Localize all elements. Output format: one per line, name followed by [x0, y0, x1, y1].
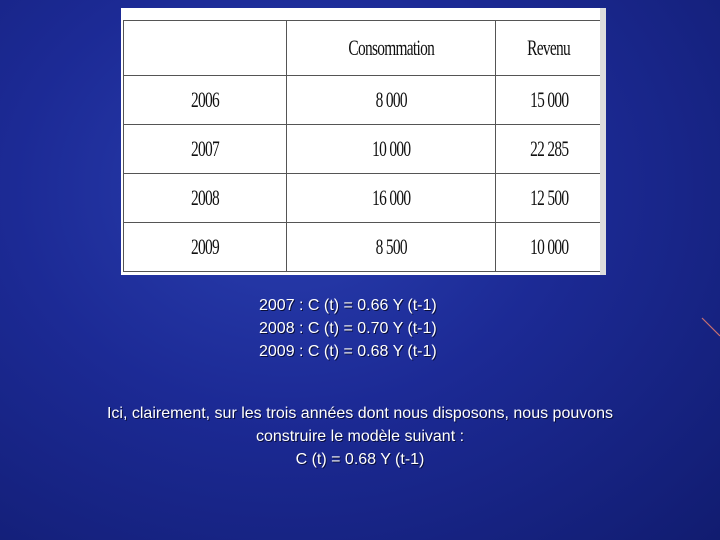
equation-line: 2007 : C (t) = 0.66 Y (t-1) — [259, 297, 437, 314]
table-row — [124, 174, 603, 223]
year-cell: 2006 — [124, 76, 287, 125]
equation-line: 2008 : C (t) = 0.70 Y (t-1) — [259, 320, 437, 337]
year-cell: 2008 — [124, 174, 287, 223]
header-cell-consommation: Consommation — [287, 21, 496, 76]
revenu-cell: 10 000 — [496, 223, 603, 272]
revenu-cell: 12 500 — [496, 174, 603, 223]
revenu-cell: 15 000 — [496, 76, 603, 125]
conclusion-line-2: construire le modèle suivant : — [255, 428, 465, 445]
consommation-cell: 16 000 — [287, 174, 496, 223]
conclusion-line-1: Ici, clairement, sur les trois années dont nous disposons, nous pouvons — [106, 405, 614, 422]
equation-line: 2009 : C (t) = 0.68 Y (t-1) — [259, 343, 437, 360]
header-cell-revenu: Revenu — [496, 21, 603, 76]
year-cell: 2007 — [124, 125, 287, 174]
revenu-cell: 22 285 — [496, 125, 603, 174]
year-cell: 2009 — [124, 223, 287, 272]
conclusion-block — [0, 402, 720, 471]
header-cell-empty — [124, 21, 287, 76]
consommation-cell: 8 000 — [287, 76, 496, 125]
scan-edge — [600, 8, 606, 275]
table-row — [124, 125, 603, 174]
table-header-row — [124, 21, 603, 76]
table-image — [121, 8, 606, 275]
consommation-cell: 8 500 — [287, 223, 496, 272]
conclusion-model: C (t) = 0.68 Y (t-1) — [295, 451, 425, 468]
table-row — [124, 223, 603, 272]
consommation-cell: 10 000 — [287, 125, 496, 174]
table-row — [124, 76, 603, 125]
data-table — [123, 20, 603, 272]
decorative-line — [700, 316, 720, 338]
equations-block — [259, 294, 437, 363]
